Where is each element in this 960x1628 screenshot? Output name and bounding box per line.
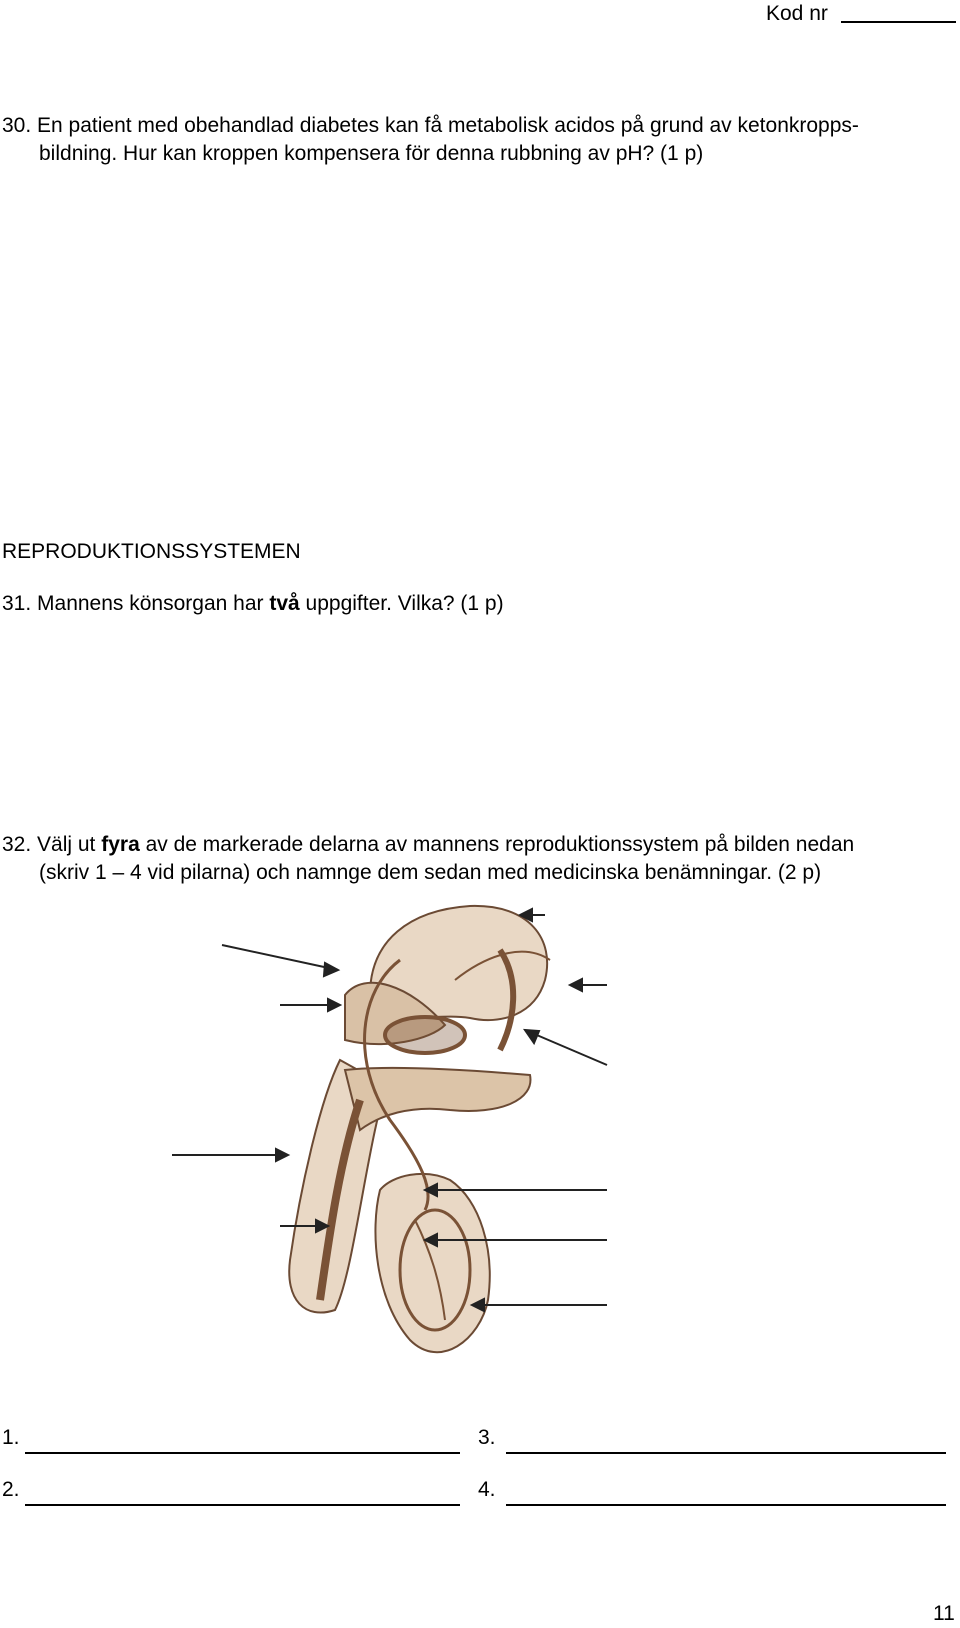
question-32-line-2: (skriv 1 – 4 vid pilarna) och namnge dem sedan med medicinska benämningar. (2 p) [39, 861, 822, 884]
question-32-prefix: 32. Välj ut [2, 833, 102, 856]
question-32-line-1 [2, 831, 854, 859]
answer-2-line[interactable] [25, 1504, 460, 1506]
answer-2-number: 2. [2, 1478, 20, 1501]
kod-nr-field[interactable] [841, 21, 956, 23]
question-31-prefix: 31. Mannens könsorgan har [2, 592, 270, 615]
question-30-line-1: 30. En patient med obehandlad diabetes kan få metabolisk acidos på grund av ketonkropps- [2, 114, 859, 137]
section-title: REPRODUKTIONSSYSTEMEN [2, 540, 301, 563]
question-31 [2, 590, 504, 618]
question-31-suffix: uppgifter. Vilka? (1 p) [299, 592, 504, 615]
answer-3-number: 3. [478, 1426, 496, 1449]
question-30-line-2: bildning. Hur kan kroppen kompensera för denna rubbning av pH? (1 p) [39, 142, 704, 165]
question-32-bold: fyra [101, 833, 140, 856]
answer-1-line[interactable] [25, 1452, 460, 1454]
reproductive-system-diagram [170, 900, 630, 1380]
question-32-suffix: av de markerade delarna av mannens reproduktionssystem på bilden nedan [139, 833, 855, 856]
page-number: 11 [933, 1602, 955, 1625]
answer-4-line[interactable] [506, 1504, 946, 1506]
answer-4-number: 4. [478, 1478, 496, 1501]
answer-1-number: 1. [2, 1426, 20, 1449]
kod-nr-label: Kod nr [766, 2, 828, 25]
answer-3-line[interactable] [506, 1452, 946, 1454]
question-31-bold: två [269, 592, 300, 615]
